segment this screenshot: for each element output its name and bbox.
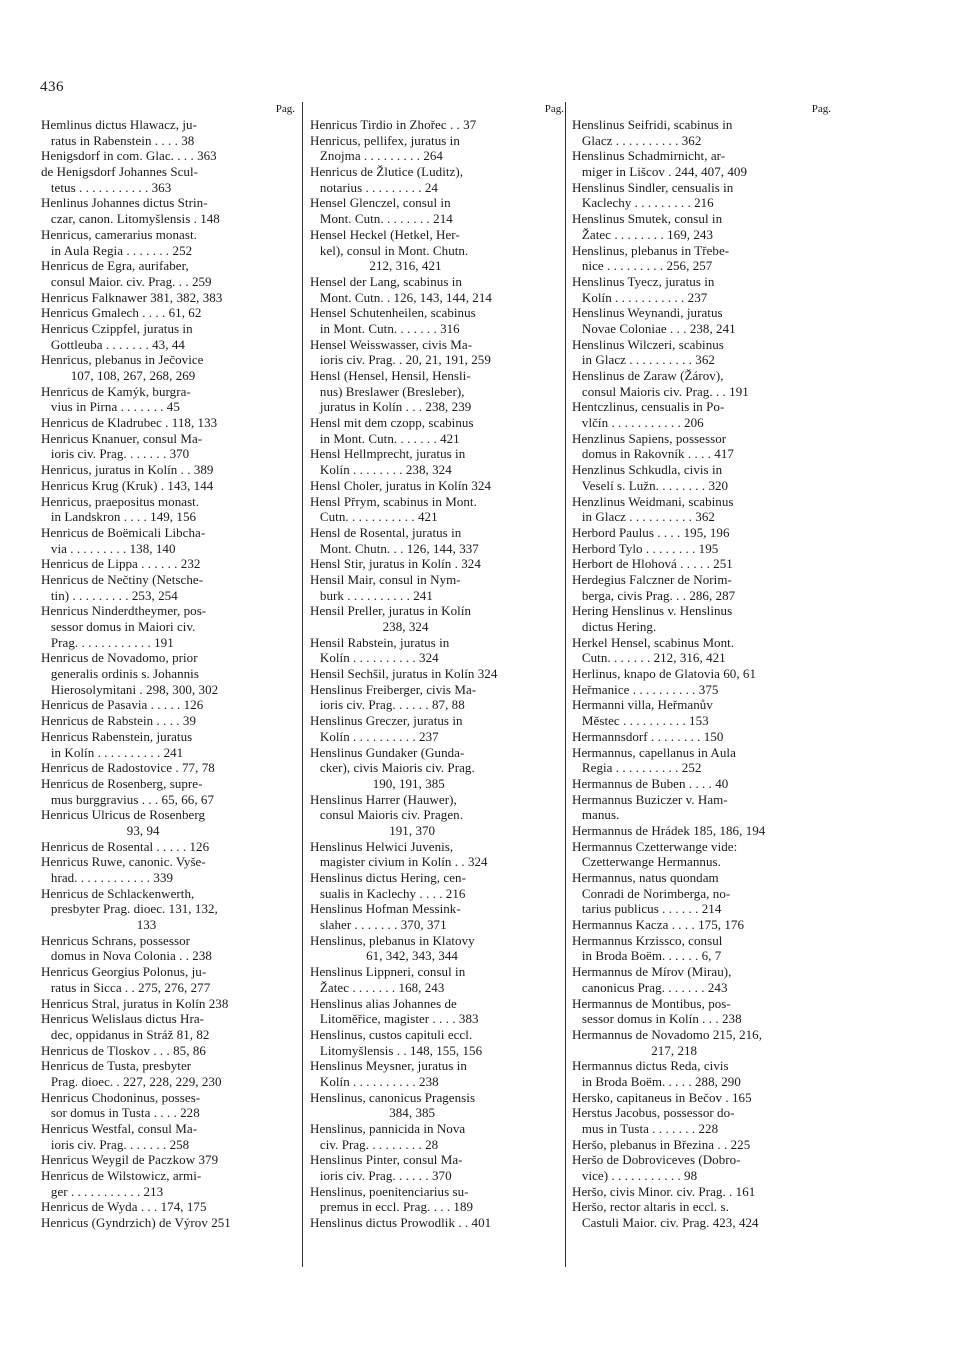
index-entry-line: vlčín . . . . . . . . . . . 206	[572, 415, 704, 431]
index-entry-line: Henslinus alias Johannes de	[310, 995, 457, 1011]
index-entry-line: Mont. Cutn. . 126, 143, 144, 214	[310, 289, 492, 305]
index-entry-line: Czetterwange Hermannus.	[572, 854, 721, 870]
index-entry-line: Henricus de Wilstowicz, armi-	[41, 1168, 202, 1184]
index-entry-line: Henslinus Sindler, censualis in	[572, 179, 734, 195]
index-entry-line: vice) . . . . . . . . . . . 98	[572, 1168, 698, 1184]
index-entry-line: consul Maioris civ. Pragen.	[310, 807, 464, 823]
index-entry-line: Henricus de Pasavia . . . . . 126	[41, 697, 204, 713]
index-entry-line: Henricus Krug (Kruk) . 143, 144	[41, 477, 214, 493]
index-entry-line: Hensl mit dem czopp, scabinus	[310, 415, 474, 431]
index-entry-line: 93, 94	[41, 822, 160, 838]
index-column-2	[304, 102, 566, 1267]
index-entry-line: Žatec . . . . . . . . 169, 243	[572, 226, 714, 242]
index-entry-line: Henricus Rabenstein, juratus	[41, 728, 193, 744]
index-entry-line: Mont. Cutn. . . . . . . . 214	[310, 211, 453, 227]
index-entry-line: Henslinus dictus Prowodlik . . 401	[310, 1215, 492, 1231]
index-entry-line: nice . . . . . . . . . 256, 257	[572, 258, 713, 274]
index-entry-line: Henslinus, canonicus Pragensis	[310, 1089, 476, 1105]
index-entry-line: domus in Nova Colonia . . 238	[41, 948, 212, 964]
index-entry-line: Henslinus, plebanus in Klatovy	[310, 932, 475, 948]
pag-header: Pag.	[275, 103, 295, 115]
index-entry-line: Hermannus dictus Reda, civis	[572, 1058, 729, 1074]
index-entry-line: Henricus de Radostovice . 77, 78	[41, 760, 215, 776]
index-entry-line: in Mont. Cutn. . . . . . . 316	[310, 320, 460, 336]
index-entry-line: Hensil Mair, consul in Nym-	[310, 571, 461, 587]
index-entry-line: Henslinus, poenitenciarius su-	[310, 1183, 469, 1199]
index-entry-line: Hensl Stir, juratus in Kolín . 324	[310, 556, 481, 572]
index-columns	[38, 102, 933, 1267]
index-entry-line: Hensl de Rosental, juratus in	[310, 524, 462, 540]
index-entry-line: Hersko, capitaneus in Bečov . 165	[572, 1089, 752, 1105]
index-entry-line: Henzlinus Schkudla, civis in	[572, 462, 723, 478]
index-entry-line: tetus . . . . . . . . . . . 363	[41, 179, 172, 195]
index-entry-line: Regia . . . . . . . . . . 252	[572, 760, 702, 776]
index-entry-line: Kolín . . . . . . . . 238, 324	[310, 462, 452, 478]
index-entry-line: Hermannus de Novadomo 215, 216,	[572, 1026, 763, 1042]
index-entry-line: Henricus de Nečtiny (Netsche-	[41, 571, 204, 587]
index-entry-line: manus.	[572, 807, 620, 823]
index-entry-line: Henricus, pellifex, juratus in	[310, 132, 460, 148]
index-entry-line: Henlinus Johannes dictus Strin-	[41, 195, 208, 211]
index-entry-line: Herbord Paulus . . . . 195, 196	[572, 524, 730, 540]
index-entry-line: ioris civ. Prag. . . . . . . 258	[41, 1136, 190, 1152]
index-entry-line: Henricus Falknawer 381, 382, 383	[41, 289, 223, 305]
index-column-3	[566, 102, 833, 1267]
index-entry-line: Henricus de Tloskov . . . 85, 86	[41, 1042, 206, 1058]
index-entry-line: nus) Breslawer (Bresleber),	[310, 383, 465, 399]
index-entry-line: Herbord Tylo . . . . . . . . 195	[572, 540, 719, 556]
index-entry-line: canonicus Prag. . . . . . . 243	[572, 979, 728, 995]
index-entry-line: Herlinus, knapo de Glatovia 60, 61	[572, 666, 757, 682]
index-entry-line: Hensl Přrym, scabinus in Mont.	[310, 493, 477, 509]
index-entry-line: Herstus Jacobus, possessor do-	[572, 1105, 735, 1121]
index-entry-line: Henricus de Kamýk, burgra-	[41, 383, 191, 399]
index-entry-line: Henricus Ruwe, canonic. Vyše-	[41, 854, 206, 870]
pag-header: Pag.	[544, 103, 564, 115]
index-entry-line: ratus in Rabenstein . . . . 38	[41, 132, 195, 148]
index-entry-line: Kolín . . . . . . . . . . 237	[310, 728, 439, 744]
index-entry-line: sessor domus in Kolín . . . 238	[572, 1011, 742, 1027]
index-entry-line: tarius publicus . . . . . . 214	[572, 901, 722, 917]
index-entry-line: sualis in Kaclechy . . . . 216	[310, 885, 466, 901]
index-entry-line: Hermannus de Hrádek 185, 186, 194	[572, 822, 766, 838]
index-entry-line: ger . . . . . . . . . . . 213	[41, 1183, 164, 1199]
index-entry-line: Hermannus de Montibus, pos-	[572, 995, 731, 1011]
index-entry-line: Henricus Westfal, consul Ma-	[41, 1121, 198, 1136]
index-entry-line: Kaclechy . . . . . . . . . 216	[572, 195, 714, 211]
index-entry-line: Herbort de Hlohová . . . . . 251	[572, 556, 733, 572]
index-entry-line: Henigsdorf in com. Glac. . . . 363	[41, 148, 217, 164]
index-entry-line: mus in Tusta . . . . . . . 228	[572, 1121, 719, 1136]
index-entry-line: vius in Pirna . . . . . . . 45	[41, 399, 180, 415]
index-entry-line: dictus Hering.	[572, 619, 657, 634]
index-entry-line: Hermannus Kacza . . . . 175, 176	[572, 917, 744, 933]
index-entry-line: Henslinus Smutek, consul in	[572, 211, 723, 227]
index-entry-line: ioris civ. Prag. . . . . . 87, 88	[310, 697, 465, 713]
index-entry-line: Hensel Heckel (Hetkel, Her-	[310, 226, 460, 242]
index-entry-line: cker), civis Maioris civ. Prag.	[310, 760, 475, 776]
index-entry-line: presbyter Prag. dioec. 131, 132,	[41, 901, 218, 917]
index-entry-line: Henricus Knanuer, consul Ma-	[41, 430, 203, 446]
index-entry-line: Novae Coloniae . . . 238, 241	[572, 320, 736, 336]
index-entry-line: 212, 316, 421	[310, 258, 442, 274]
index-entry-line: premus in eccl. Prag. . . . 189	[310, 1199, 474, 1215]
index-entry-line: Henslinus Seifridi, scabinus in	[572, 117, 733, 132]
index-entry-line: Henslinus Harrer (Hauwer),	[310, 791, 457, 807]
index-entry-line: Castuli Maior. civ. Prag. 423, 424	[572, 1215, 759, 1231]
index-entry-line: kel), consul in Mont. Chutn.	[310, 242, 469, 258]
index-entry-line: Henricus de Schlackenwerth,	[41, 885, 195, 901]
index-entry-line: Henricus de Novadomo, prior	[41, 650, 198, 666]
index-entry-line: Henricus Tirdio in Zhořec . . 37	[310, 117, 477, 132]
index-entry-line: Henricus de Wyda . . . 174, 175	[41, 1199, 207, 1215]
index-entry-line: Hermannus de Mírov (Mirau),	[572, 964, 732, 980]
index-entry-line: notarius . . . . . . . . . 24	[310, 179, 438, 195]
index-entry-line: Henricus Ninderdtheymer, pos-	[41, 603, 207, 619]
index-entry-line: Hemlinus dictus Hlawacz, ju-	[41, 117, 197, 132]
index-entry-line: in Mont. Cutn. . . . . . . 421	[310, 430, 460, 446]
index-entry-line: Henricus de Rabstein . . . . 39	[41, 713, 196, 729]
index-entry-line: Herdegius Falczner de Norim-	[572, 571, 732, 587]
index-entry-line: Henslinus Pinter, consul Ma-	[310, 1152, 463, 1168]
index-entry-line: Cutn. . . . . . . 212, 316, 421	[572, 650, 726, 666]
index-entry-line: 61, 342, 343, 344	[310, 948, 458, 964]
index-entry-line: sor domus in Tusta . . . . 228	[41, 1105, 200, 1121]
index-entry-line: Henricus de Lippa . . . . . . 232	[41, 556, 201, 572]
index-entry-line: Henslinus Helwici Juvenis,	[310, 838, 454, 854]
index-entry-line: in Kolín . . . . . . . . . . 241	[41, 744, 184, 760]
index-entry-line: berga, civis Prag. . . 286, 287	[572, 587, 736, 603]
index-entry-line: Henricus de Rosenberg, supre-	[41, 775, 203, 791]
index-entry-line: Henslinus Greczer, juratus in	[310, 713, 463, 729]
index-entry-line: Henricus, praepositus monast.	[41, 493, 200, 509]
index-entry-line: Glacz . . . . . . . . . . 362	[572, 132, 702, 148]
index-column-1	[38, 102, 297, 1267]
index-entry-line: Henricus, juratus in Kolín . . 389	[41, 462, 214, 478]
index-entry-line: 190, 191, 385	[310, 775, 445, 791]
index-entry-line: Veselí s. Lužn. . . . . . . . 320	[572, 477, 729, 493]
index-entry-line: Hensel Glenczel, consul in	[310, 195, 451, 211]
index-entry-line: Henricus Gmalech . . . . 61, 62	[41, 305, 202, 321]
index-entry-line: Kolín . . . . . . . . . . 324	[310, 650, 439, 666]
index-entry-line: Henslinus de Zaraw (Žárov),	[572, 368, 724, 383]
index-entry-line: Henslinus, custos capituli eccl.	[310, 1026, 473, 1042]
index-entry-line: civ. Prag. . . . . . . . . 28	[310, 1136, 439, 1152]
index-entry-line: Henzlinus Weidmani, scabinus	[572, 493, 734, 509]
index-entry-line: Henricus Chodoninus, posses-	[41, 1089, 201, 1105]
index-entry-line: Hensl Choler, juratus in Kolín 324	[310, 477, 491, 493]
index-entry-line: Hermannus, natus quondam	[572, 870, 719, 885]
index-entry-line: Henricus, plebanus in Ječovice	[41, 352, 204, 368]
index-entry-line: Conradi de Norimberga, no-	[572, 885, 731, 901]
index-entry-line: Městec . . . . . . . . . . 153	[572, 713, 709, 729]
index-entry-line: Henricus de Rosental . . . . . 126	[41, 838, 210, 854]
index-entry-line: dec, oppidanus in Stráž 81, 82	[41, 1026, 210, 1042]
index-entry-line: ratus in Sicca . . 275, 276, 277	[41, 979, 211, 995]
index-entry-line: Henricus, camerarius monast.	[41, 226, 197, 242]
index-entry-line: Hensil Rabstein, juratus in	[310, 634, 450, 650]
index-entry-line: Henricus Welislaus dictus Hra-	[41, 1011, 205, 1027]
index-entry-line: ioris civ. Prag. . . . . . . 370	[41, 446, 190, 462]
index-entry-line: tin) . . . . . . . . . 253, 254	[41, 587, 178, 603]
index-entry-line: in Glacz . . . . . . . . . . 362	[572, 352, 715, 368]
index-entry-line: Mont. Chutn. . . 126, 144, 337	[310, 540, 479, 556]
index-entry-line: Hentczlinus, censualis in Po-	[572, 399, 725, 415]
index-entry-line: Henslinus, pannicida in Nova	[310, 1121, 466, 1136]
index-entry-line: 133	[41, 917, 157, 933]
index-entry-line: Hermannus Czetterwange vide:	[572, 838, 738, 854]
index-entry-line: Henslinus Hofman Messink-	[310, 901, 461, 917]
index-entry-line: Hermannus de Buben . . . . 40	[572, 775, 729, 791]
index-entry-line: Litoměřice, magister . . . . 383	[310, 1011, 479, 1027]
index-entry-line: Henslinus Schadmirnicht, ar-	[572, 148, 726, 164]
index-entry-line: Henslinus Tyecz, juratus in	[572, 273, 715, 289]
index-entry-line: de Henigsdorf Johannes Scul-	[41, 164, 199, 180]
index-entry-line: via . . . . . . . . . 138, 140	[41, 540, 176, 556]
index-entry-line: Heršo, civis Minor. civ. Prag. . 161	[572, 1183, 756, 1199]
index-entry-line: in Glacz . . . . . . . . . . 362	[572, 509, 715, 525]
index-entry-line: Litomyšlensis . . 148, 155, 156	[310, 1042, 483, 1058]
index-entry-line: Henslinus Lippneri, consul in	[310, 964, 466, 980]
index-entry-line: Gottleuba . . . . . . . 43, 44	[41, 336, 185, 352]
index-entry-line: Hensl Hellmprecht, juratus in	[310, 446, 466, 462]
index-entry-line: Hensil Preller, juratus in Kolín	[310, 603, 472, 619]
index-entry-line: Hensil Sechšil, juratus in Kolín 324	[310, 666, 498, 682]
index-entry-line: Prag. . . . . . . . . . . . 191	[41, 634, 174, 650]
index-entry-line: in Broda Boëm. . . . . . 6, 7	[572, 948, 722, 964]
index-entry-line: Žatec . . . . . . . 168, 243	[310, 979, 445, 995]
index-entry-line: Heršo de Dobroviceves (Dobro-	[572, 1152, 741, 1168]
index-entry-line: Henricus (Gyndrzich) de Výrov 251	[41, 1215, 231, 1231]
index-entry-line: Hensl (Hensel, Hensil, Hensli-	[310, 368, 471, 383]
index-entry-line: Henslinus dictus Hering, cen-	[310, 870, 466, 885]
index-entry-line: Henricus Weygil de Paczkow 379	[41, 1152, 219, 1168]
index-entry-line: Kolín . . . . . . . . . . 238	[310, 1073, 439, 1089]
index-entry-line: Henslinus Meysner, juratus in	[310, 1058, 467, 1074]
index-entry-line: hrad. . . . . . . . . . . . 339	[41, 870, 174, 885]
column-divider	[302, 102, 303, 1267]
index-entry-line: consul Maioris civ. Prag. . . 191	[572, 383, 749, 399]
index-entry-line: 191, 370	[310, 822, 436, 838]
index-entry-line: Hierosolymitani . 298, 300, 302	[41, 681, 219, 697]
index-entry-line: domus in Rakovník . . . . 417	[572, 446, 734, 462]
index-entry-line: Hermannus Buziczer v. Ham-	[572, 791, 728, 807]
index-entry-line: Henslinus, plebanus in Třebe-	[572, 242, 730, 258]
index-entry-line: Cutn. . . . . . . . . . . 421	[310, 509, 438, 525]
index-entry-line: juratus in Kolín . . . 238, 239	[310, 399, 472, 415]
index-entry-line: miger in Lišcov . 244, 407, 409	[572, 164, 748, 180]
index-entry-line: Hensel der Lang, scabinus in	[310, 273, 462, 289]
index-entry-line: Henslinus Wilczeri, scabinus	[572, 336, 724, 352]
index-entry-line: Henricus de Žlutice (Luditz),	[310, 164, 464, 180]
index-entry-line: in Broda Boëm. . . . . 288, 290	[572, 1073, 741, 1089]
index-entry-line: 217, 218	[572, 1042, 698, 1058]
index-entry-line: Herkel Hensel, scabinus Mont.	[572, 634, 735, 650]
index-entry-line: Prag. dioec. . 227, 228, 229, 230	[41, 1073, 222, 1089]
index-entry-line: Henslinus Freiberger, civis Ma-	[310, 681, 477, 697]
index-entry-line: Hermanni villa, Heřmanův	[572, 697, 713, 713]
index-entry-line: Henricus de Boëmicali Libcha-	[41, 524, 206, 540]
index-entry-line: Hering Henslinus v. Henslinus	[572, 603, 733, 619]
index-entry-line: Henricus Stral, juratus in Kolín 238	[41, 995, 229, 1011]
index-entry-line: Hermannus, capellanus in Aula	[572, 744, 736, 760]
index-entry-line: Hermannus Krzissco, consul	[572, 932, 723, 948]
index-entry-line: Heršo, rector altaris in eccl. s.	[572, 1199, 729, 1215]
index-entry-line: Henslinus Weynandi, juratus	[572, 305, 723, 321]
index-entry-line: in Aula Regia . . . . . . . 252	[41, 242, 193, 258]
pag-header: Pag.	[811, 103, 831, 115]
index-entry-line: burk . . . . . . . . . . 241	[310, 587, 433, 603]
index-entry-line: Znojma . . . . . . . . . 264	[310, 148, 443, 164]
index-entry-line: sessor domus in Maiori civ.	[41, 619, 196, 634]
index-entry-line: 384, 385	[310, 1105, 436, 1121]
index-entry-line: generalis ordinis s. Johannis	[41, 666, 199, 682]
index-entry-line: Henslinus Gundaker (Gunda-	[310, 744, 465, 760]
page-number: 436	[40, 79, 64, 95]
index-entry-line: Heřmanice . . . . . . . . . . 375	[572, 681, 719, 697]
index-entry-line: magister civium in Kolín . . 324	[310, 854, 488, 870]
index-entry-line: Henricus Ulricus de Rosenberg	[41, 807, 206, 823]
index-entry-line: Henzlinus Sapiens, possessor	[572, 430, 727, 446]
index-entry-line: Kolín . . . . . . . . . . . 237	[572, 289, 708, 305]
index-entry-line: Hensel Schutenheilen, scabinus	[310, 305, 476, 321]
index-entry-line: Henricus Czippfel, juratus in	[41, 320, 193, 336]
index-entry-line: 107, 108, 267, 268, 269	[41, 368, 196, 383]
index-entry-line: Henricus de Egra, aurifaber,	[41, 258, 189, 274]
index-entry-line: ioris civ. Prag. . . . . . 370	[310, 1168, 452, 1184]
index-entry-line: Henricus Georgius Polonus, ju-	[41, 964, 207, 980]
index-entry-line: in Landskron . . . . 149, 156	[41, 509, 197, 525]
index-entry-line: consul Maior. civ. Prag. . . 259	[41, 273, 212, 289]
index-entry-line: slaher . . . . . . . 370, 371	[310, 917, 447, 933]
index-entry-line: Henricus de Kladrubec . 118, 133	[41, 415, 218, 431]
index-entry-line: czar, canon. Litomyšlensis . 148	[41, 211, 220, 227]
index-entry-line: 238, 324	[310, 619, 429, 634]
index-entry-line: Henricus de Tusta, presbyter	[41, 1058, 192, 1074]
index-entry-line: Hermannsdorf . . . . . . . . 150	[572, 728, 724, 744]
index-entry-line: Hensel Weisswasser, civis Ma-	[310, 336, 473, 352]
index-entry-line: mus burggravius . . . 65, 66, 67	[41, 791, 215, 807]
index-entry-line: ioris civ. Prag. . 20, 21, 191, 259	[310, 352, 491, 368]
index-entry-line: Henricus Schrans, possessor	[41, 932, 191, 948]
index-entry-line: Heršo, plebanus in Březina . . 225	[572, 1136, 751, 1152]
